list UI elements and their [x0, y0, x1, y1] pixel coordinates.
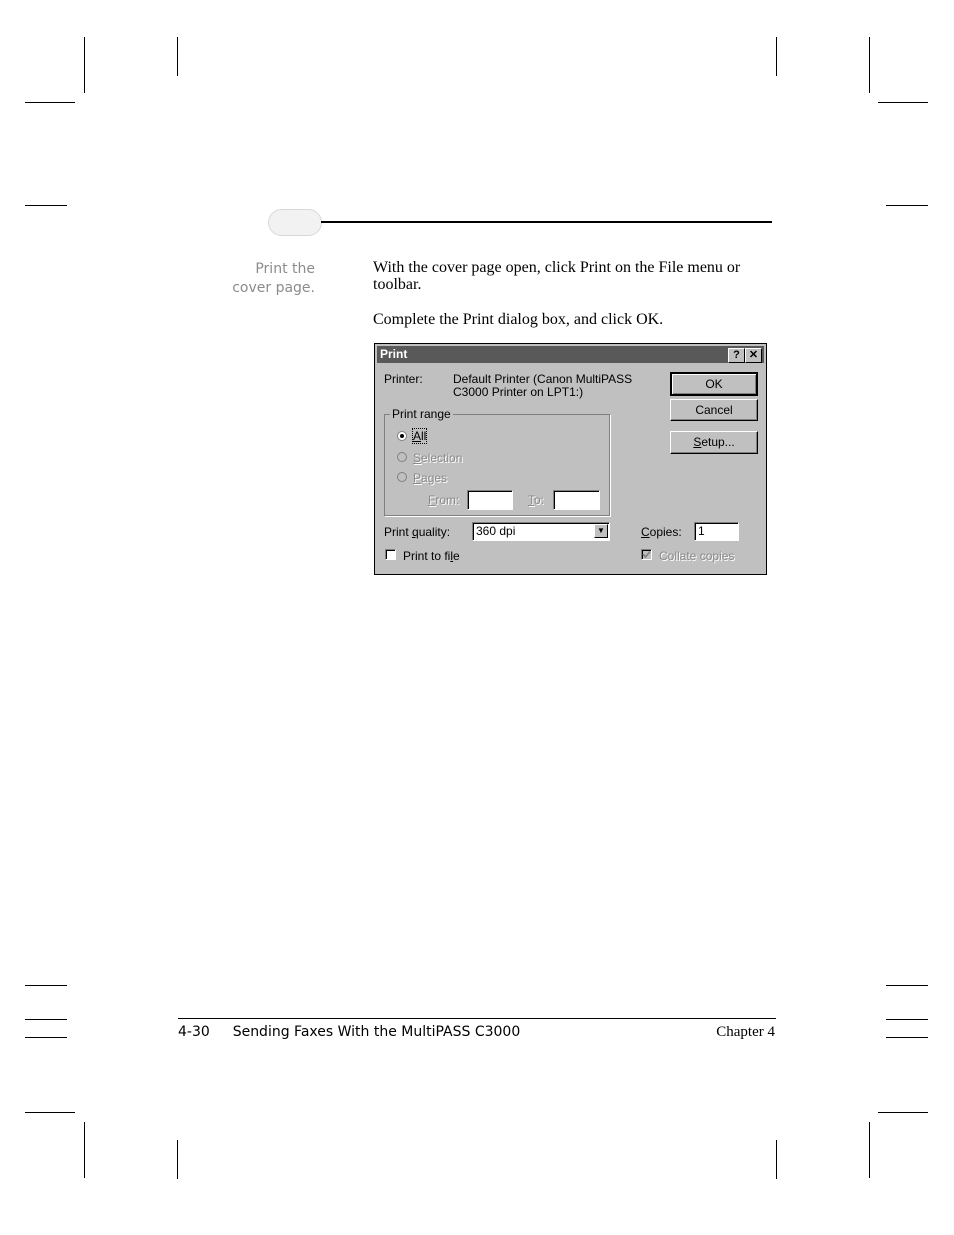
- radio-selection[interactable]: [397, 452, 407, 462]
- crop-mark: [25, 1112, 75, 1113]
- print-quality-select[interactable]: [472, 522, 610, 541]
- crop-mark: [776, 1140, 777, 1179]
- print-quality-value: 360 dpi: [476, 524, 516, 538]
- radio-all-label: All: [413, 429, 427, 443]
- printer-name: C3000 Printer on LPT1:): [453, 385, 584, 399]
- printer-name: Default Printer (Canon MultiPASS: [453, 372, 633, 386]
- to-label: To:: [528, 493, 545, 507]
- crop-mark: [878, 102, 928, 103]
- instruction-paragraph: With the cover page open, click Print on the File menu or toolbar.: [373, 259, 741, 293]
- crop-mark: [84, 1122, 85, 1178]
- collate-copies-label: Collate copies: [659, 549, 735, 563]
- copies-label: Copies:: [641, 525, 682, 539]
- crop-mark: [869, 37, 870, 93]
- footer-title: Sending Faxes With the MultiPASS C3000: [232, 1024, 521, 1040]
- radio-selection-label: Selection: [413, 451, 463, 465]
- chevron-down-icon[interactable]: ▼: [594, 524, 608, 538]
- print-quality-label: Print quality:: [384, 525, 451, 539]
- crop-mark: [886, 985, 928, 986]
- crop-mark: [25, 1037, 67, 1038]
- close-button[interactable]: ✕: [745, 348, 762, 363]
- to-field[interactable]: [553, 490, 600, 510]
- crop-mark: [25, 985, 67, 986]
- crop-mark: [886, 205, 928, 206]
- crop-mark: [84, 37, 85, 93]
- ok-button[interactable]: OK: [670, 372, 758, 396]
- footer-left: [178, 1024, 520, 1040]
- dialog-titlebar: [377, 346, 764, 363]
- radio-pages-label: Pages: [413, 471, 448, 485]
- crop-mark: [25, 102, 75, 103]
- section-tab: [268, 209, 322, 236]
- crop-mark: [177, 1140, 178, 1179]
- crop-mark: [776, 37, 777, 76]
- from-label: From:: [428, 493, 460, 507]
- print-range-label: Print range: [392, 407, 451, 421]
- instruction-paragraph: Complete the Print dialog box, and click OK.: [373, 311, 664, 328]
- crop-mark: [25, 1019, 67, 1020]
- cancel-button[interactable]: Cancel: [670, 399, 758, 421]
- checkmark-icon: [642, 550, 651, 559]
- crop-mark: [25, 205, 67, 206]
- radio-all[interactable]: [397, 431, 407, 441]
- radio-dot: [400, 434, 404, 438]
- collate-copies-checkbox[interactable]: [641, 549, 652, 560]
- crop-mark: [177, 37, 178, 76]
- page-number: 4-30: [178, 1024, 210, 1040]
- copies-field[interactable]: 1: [694, 522, 739, 541]
- crop-mark: [878, 1112, 928, 1113]
- setup-button[interactable]: Setup...: [670, 431, 758, 454]
- from-field[interactable]: [467, 490, 513, 510]
- print-to-file-checkbox[interactable]: [385, 549, 396, 560]
- crop-mark: [886, 1019, 928, 1020]
- printer-label: Printer:: [384, 372, 423, 386]
- side-heading: Print the cover page.: [232, 261, 315, 296]
- crop-mark: [886, 1037, 928, 1038]
- radio-pages[interactable]: [397, 472, 407, 482]
- help-button[interactable]: ?: [728, 348, 745, 363]
- dialog-title: Print: [380, 347, 408, 361]
- footer-rule: [178, 1018, 776, 1019]
- footer-chapter: Chapter 4: [716, 1024, 775, 1040]
- crop-mark: [869, 1122, 870, 1178]
- print-to-file-label: Print to file: [403, 549, 460, 563]
- print-dialog: [374, 343, 767, 575]
- section-rule: [321, 221, 772, 223]
